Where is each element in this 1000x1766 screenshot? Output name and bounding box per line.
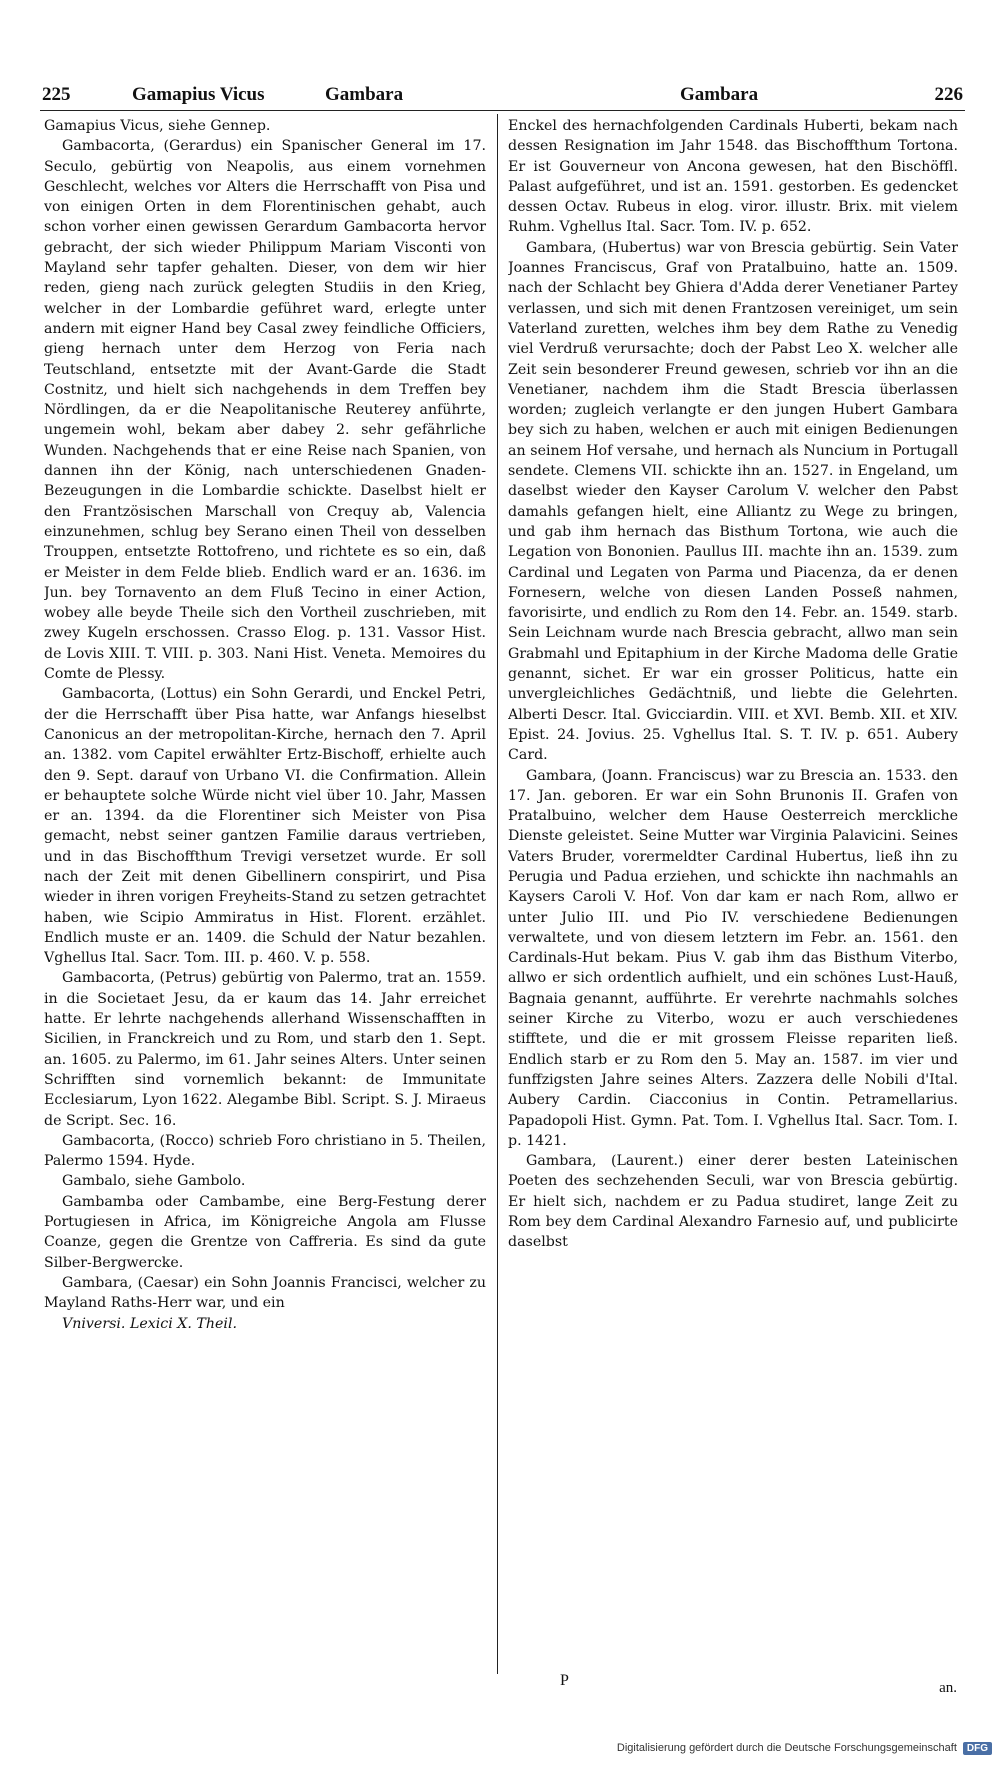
entry: Gambalo, siehe Gambolo. xyxy=(62,1173,246,1190)
left-column xyxy=(44,116,486,1671)
dfg-logo: DFG xyxy=(963,1742,992,1755)
page-number-right: 226 xyxy=(934,84,963,105)
header-title-2: Gambara xyxy=(325,84,404,105)
digitization-footer xyxy=(617,1738,992,1758)
entry: Gambacorta, (Petrus) gebürtig von Palermo, trat an. 1559. in die Societaet Jesu, da er kaum das 14. Jahr erreichet hatte. Er lehrte nachgehends allerhand Wissenschafften in Sicilien, in Franckreich und zu Rom, und starb den 1. Sept. an. 1605. zu Palermo, im 61. Jahr seines Alters. Unter seinen Schrifften sind vornemlich bekannt: de Immunitate Ecclesiarum, Lyon 1622. Alegambe Bibl. Script. S. J. Miraeus de Script. Sec. 16. xyxy=(44,970,486,1129)
column-divider xyxy=(497,114,498,1674)
signature-mark: P xyxy=(560,1672,569,1689)
header-title-3: Gambara xyxy=(680,84,759,105)
header-title-1: Gamapius Vicus xyxy=(132,84,265,105)
page-number-left: 225 xyxy=(42,84,71,105)
footer-text: Digitalisierung gefördert durch die Deutsche Forschungsgemeinschaft xyxy=(616,1742,957,1754)
running-header xyxy=(40,80,965,108)
entry: Gambara, (Joann. Franciscus) war zu Brescia an. 1533. den 17. Jan. geboren. Er war ein Sohn Brunonis II. Grafen von Pratalbuino, welcher dem Hause Oesterreich merckliche Dienste geleistet. Seine Mutter war Virginia Palavicini. Seines Vaters Bruder, vorermeldter Cardinal Hubertus, ließ ihn zu Perugia und Padua erziehen, und schickte ihn nachmahls an Kaysers Caroli V. Hof. Von dar kam er nach Rom, allwo er unter Julio III. und Pio IV. verschiedene Bedienungen verwaltete, und von diesem letztern im Febr. an. 1561. den Cardinals-Hut bekam. Pius V. gab ihm das Bisthum Viterbo, allwo er sich ordentlich aufhielt, und ein schönes Lust-Hauß, Bagnaia genannt, aufführte. Er verehrte nachmahls solches seiner Kirche zu Viterbo, wozu er auch verschiedenes stifftete, und die er mit grossem Fleisse repariten ließ. Endlich starb er zu Rom den 5. May an. 1587. im vier und funffzigsten Jahre seines Alters. Zazzera delle Nobili d'Ital. Aubery Cardin. Ciacconius in Contin. Petramellarius. Papadopoli Hist. Gymn. Pat. Tom. I. Vghellus Ital. Sacr. Tom. I. p. 1421. xyxy=(508,767,958,1149)
right-column xyxy=(508,116,958,1671)
entry: Gambara, (Caesar) ein Sohn Joannis Francisci, welcher zu Mayland Raths-Herr war, und ein xyxy=(44,1274,486,1312)
header-rule xyxy=(40,110,965,111)
entry: Gambara, (Laurent.) einer derer besten Lateinischen Poeten des sechzehenden Seculi, war von Brescia gebürtig. Er hielt sich, nachdem er zu Padua studiret, lange Zeit zu Rom bey dem Cardinal Alexandro Farnesio auf, und publicirte daselbst xyxy=(508,1153,958,1251)
entry: Gambara, (Hubertus) war von Brescia gebürtig. Sein Vater Joannes Franciscus, Graf von Pratalbuino, hatte an. 1509. nach der Schlacht bey Ghiera d'Adda derer Venetianer Partey verlassen, und sich mit denen Frantzosen vereiniget, um sein Vaterland zuretten, welches ihm bey dem Rathe zu Venedig viel Verdruß verursachte; doch der Pabst Leo X. welcher alle Zeit sein besonderer Freund gewesen, schrieb vor ihn an die Venetianer, nachdem ihm die Stadt Brescia überlassen worden; zugleich verlangte er den jungen Hubert Gambara bey sich zu haben, welchen er auch mit einigen Bedienungen an seinem Hof versahe, und hernach als Nuncium in Portugall sendete. Clemens VII. schickte ihn an. 1527. in Engeland, um daselbst wieder den Kayser Carolum V. welcher den Pabst damahls gefangen hielt, eine Alliantz zu Wege zu bringen, und gab ihm hernach das Bisthum Tortona, wie auch die Legation von Bononien. Paullus III. machte ihn an. 1539. zum Cardinal und Legaten von Parma und Piacenza, da er denen Fornesern, welche von diesen Landen Posseß nahmen, favorisirte, und endlich zu Rom den 14. Febr. an. 1549. starb. Sein Leichnam wurde nach Brescia gebracht, allwo man sein Grabmahl und Epitaphium in der Kirche Madoma delle Gratie genannt, sichet. Er war ein grosser Politicus, hatte ein unvergleichliches Gedächtniß, und liebte die Gelehrten. Alberti Descr. Ital. Gvicciardin. VIII. et XVI. Bemb. XII. et XIV. Epist. 24. Jovius. 25. Vghellus Ital. S. T. IV. p. 651. Aubery Card. xyxy=(508,239,958,764)
entry: Gambacorta, (Gerardus) ein Spanischer General im 17. Seculo, gebürtig von Neapolis, aus einem vornehmen Geschlecht, welches vor Alters die Herrschafft von Pisa und von einigen Orten in dem Florentinischen gehabt, auch schon vorher einen gewissen Gerardum Gambacorta hervor gebracht, der sich wieder Philippum Mariam Visconti von Mayland sehr tapfer gehalten. Dieser, von dem wir hier reden, gieng nach zurück gelegten Studiis in den Krieg, welcher in der Lombardie geführet ward, erlegte unter andern mit eigner Hand bey Casal zwey feindliche Officiers, gieng hernach unter dem Herzog von Feria nach Teutschland, entsetzte mit der Avant-Garde die Stadt Costnitz, und hielt sich nachgehends in dem Treffen bey Nördlingen, da er die Neapolitanische Reuterey anführte, ungemein wohl, bekam aber dabey 2. sehr gefährliche Wunden. Nachgehends that er eine Reise nach Spanien, von dannen ihn der König, nach unterschiedenen Gnaden-Bezeugungen in die Lombardie schickte. Daselbst hielt er den Frantzösischen Marschall von Crequy ab, Valencia einzunehmen, schlug bey Serano einen Theil von desselben Trouppen, entsetzte Rottofreno, und richtete es so ein, daß er Meister in dem Felde blieb. Endlich ward er an. 1636. im Jun. bey Tornavento an dem Fluß Tecino in einer Action, wobey alle beyde Theile sich den Vortheil zuschrieben, mit zwey Kugeln erschossen. Crasso Elog. p. 131. Vassor Hist. de Lovis XIII. T. VIII. p. 303. Nani Hist. Veneta. Memoires du Comte de Plessy. xyxy=(44,138,486,683)
book-page xyxy=(40,80,965,1720)
entry: Gambacorta, (Rocco) schrieb Foro christiano in 5. Theilen, Palermo 1594. Hyde. xyxy=(44,1132,486,1170)
entry: Gambamba oder Cambambe, eine Berg-Festung derer Portugiesen in Africa, im Königreiche Angola am Flusse Coanze, gegen die Grentze von Caffreria. Es sind da gute Silber-Bergwercke. xyxy=(44,1193,486,1271)
entry: Enckel des hernachfolgenden Cardinals Huberti, bekam nach dessen Resignation im Jahr 1548. das Bischoffthum Tortona. Er ist Gouverneur von Ancona gewesen, hat den Bischöffl. Palast aufgeführet, und ist an. 1591. gestorben. Es gedencket dessen Octav. Rubeus in elog. viror. illustr. Brix. mit vielem Ruhm. Vghellus Ital. Sacr. Tom. IV. p. 652. xyxy=(508,118,958,236)
left-footer-line: Vniversi. Lexici X. Theil. xyxy=(62,1315,238,1332)
entry: Gambacorta, (Lottus) ein Sohn Gerardi, und Enckel Petri, der die Herrschafft über Pisa hatte, war Anfangs hieselbst Canonicus an der metropolitan-Kirche, hernach den 7. April an. 1382. vom Capitel erwählter Ertz-Bischoff, erhielte auch den 9. Sept. darauf von Urbano VI. die Confirmation. Allein er behauptete solche Würde nicht viel über 10. Jahr, Massen er an. 1394. da die Florentiner sich Meister von Pisa gemacht, nebst seiner gantzen Familie daraus vertrieben, und in das Bischoffthum Trevigi versetzet wurde. Er soll nach der Zeit mit denen Gibellinern conspirirt, und Pisa wieder in ihren vorigen Freyheits-Stand zu setzen getrachtet haben, wie Scipio Ammiratus in Hist. Florent. erzählet. Endlich muste er an. 1409. die Schuld der Natur bezahlen. Vghellus Ital. Sacr. Tom. III. p. 460. V. p. 558. xyxy=(44,686,486,967)
catchword: an. xyxy=(939,1680,957,1696)
entry: Gamapius Vicus, siehe Gennep. xyxy=(44,118,271,134)
